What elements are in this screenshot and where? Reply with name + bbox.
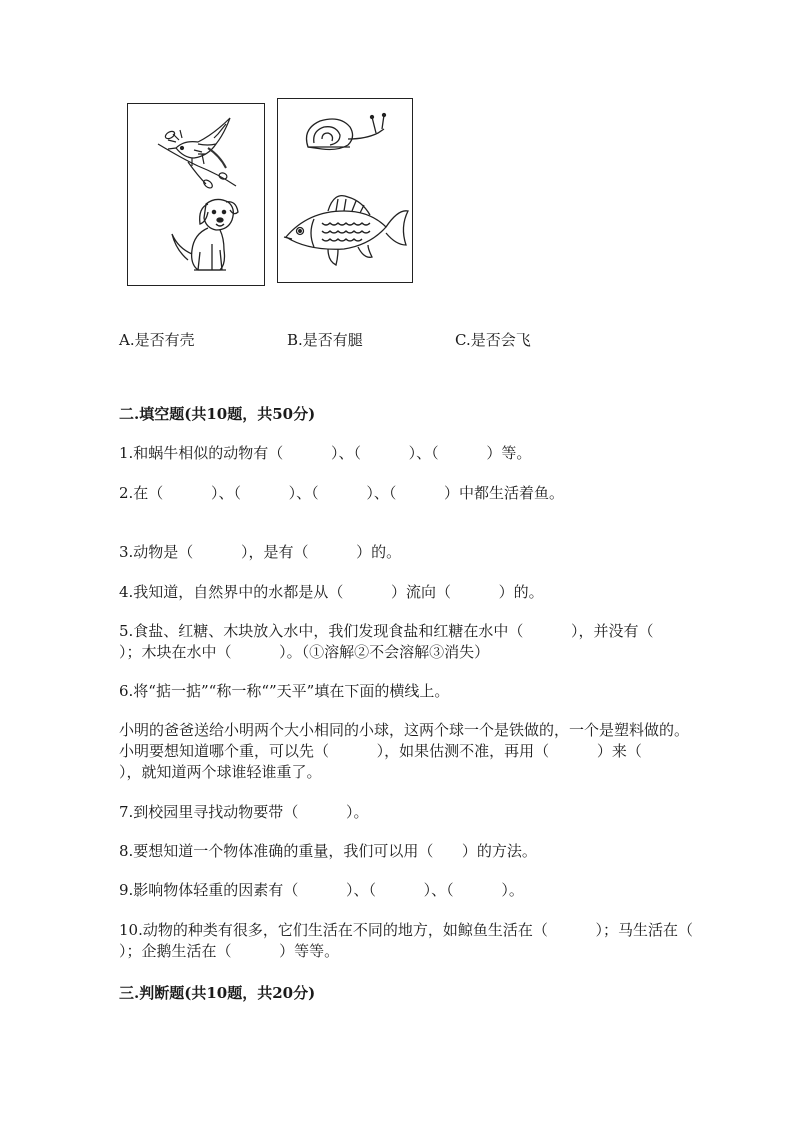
snail-fish-drawing	[278, 99, 412, 282]
dog-icon	[172, 199, 238, 270]
bird-dog-drawing	[128, 104, 264, 285]
option-b: B.是否有腿	[287, 331, 363, 349]
answer-options	[119, 329, 739, 353]
question-8: 8.要想知道一个物体准确的重量，我们可以用（ ）的方法。	[119, 842, 537, 860]
question-7: 7.到校园里寻找动物要带（ ）。	[119, 803, 369, 821]
option-c: C.是否会飞	[455, 331, 531, 349]
snail-icon	[307, 114, 386, 150]
question-5: 5.食盐、红糖、木块放入水中，我们发现食盐和红糖在水中（ ），并没有（ ）；木块在水中（ ）。（①溶解②不会溶解③消失）	[119, 622, 702, 661]
question-3: 3.动物是（ ），是有（ ）的。	[119, 543, 402, 561]
picture-card-right	[277, 98, 413, 283]
question-2: 2.在（ ）、（ ）、（ ）、（ ）中都生活着鱼。	[119, 484, 565, 502]
option-a: A.是否有壳	[119, 331, 195, 349]
question-9: 9.影响物体轻重的因素有（ ）、（ ）、（ ）。	[119, 881, 524, 899]
question-6-passage: 小明的爸爸送给小明两个大小相同的小球，这两个球一个是铁做的，一个是塑料做的。小明要想知道哪个重，可以先（ ），如果估测不准，再用（ ）来（ ），就知道两个球谁轻谁重了。	[119, 721, 690, 781]
picture-card-left	[127, 103, 265, 286]
fish-icon	[284, 196, 408, 265]
section-title-fill-blank: 二.填空题(共10题，共50分)	[119, 405, 316, 423]
question-1: 1.和蜗牛相似的动物有（ ）、（ ）、（ ）等。	[119, 444, 532, 462]
question-6: 6.将“掂一掂”“称一称“”天平”填在下面的横线上。	[119, 682, 450, 700]
question-4: 4.我知道，自然界中的水都是从（ ）流向（ ）的。	[119, 583, 544, 601]
section-title-true-false: 三.判断题(共10题，共20分)	[119, 984, 316, 1002]
question-10: 10.动物的种类有很多，它们生活在不同的地方，如鲸鱼生活在（ ）；马生活在（ ）；企鹅生活在（ ）等等。	[119, 921, 741, 960]
bird-icon	[158, 118, 236, 190]
